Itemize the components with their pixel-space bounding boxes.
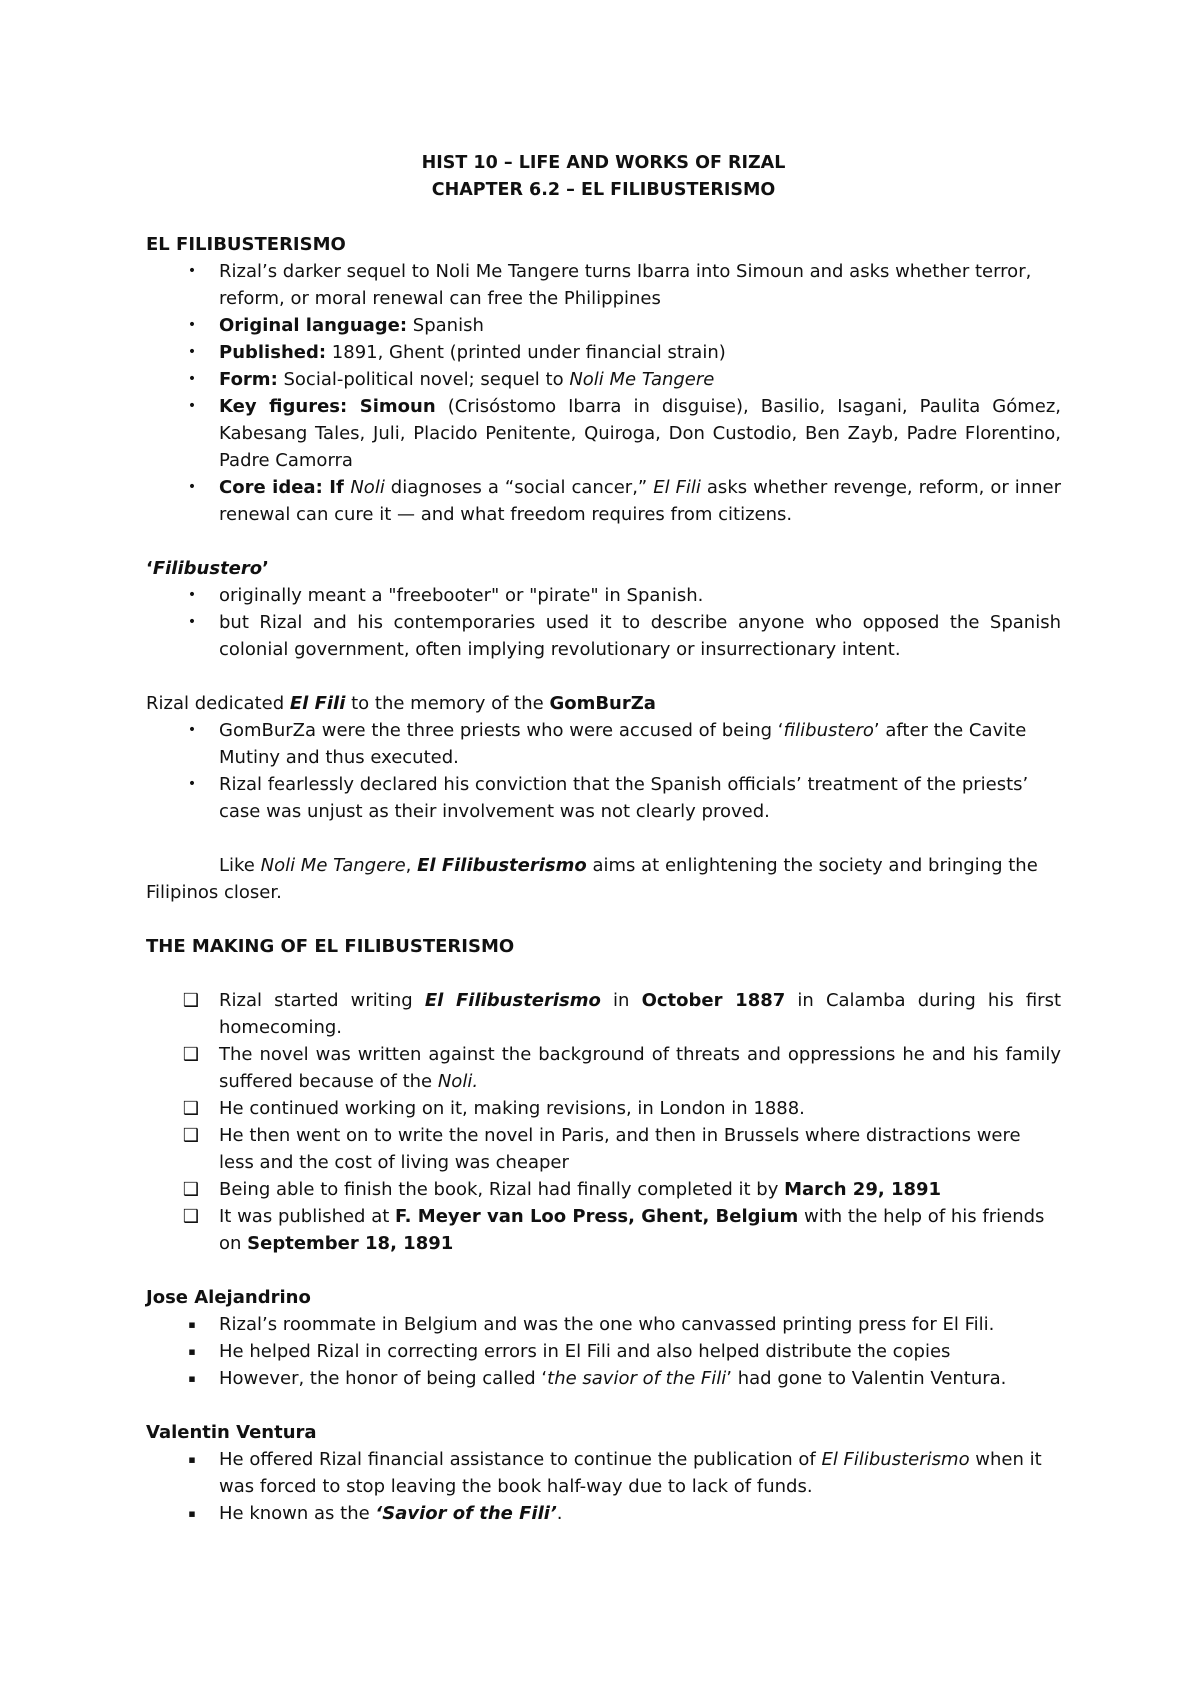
checkbox-icon: ❑: [182, 1206, 200, 1227]
checkbox-icon: ❑: [182, 1044, 200, 1065]
section-heading-el-filibusterismo: EL FILIBUSTERISMO: [146, 234, 346, 255]
checkbox-icon: ❑: [182, 1179, 200, 1200]
list-item: ▪ He known as the ‘Savior of the Fili’.: [146, 1500, 1061, 1527]
bullet-icon: •: [187, 587, 197, 603]
list-item: ▪ He offered Rizal financial assistance to continue the publication of El Filibusterismo when it was forced to stop leaving the book half-way due to lack of funds.: [146, 1446, 1061, 1500]
checkbox-icon: ❑: [182, 990, 200, 1011]
summary-paragraph: Like Noli Me Tangere, El Filibusterismo aims at enlightening the society and bringing the Filipinos closer.: [146, 855, 1038, 903]
square-bullet-icon: ▪: [188, 1318, 196, 1331]
list-item: • Core idea: If Noli diagnoses a “social cancer,” El Fili asks whether revenge, reform, or inner renewal can cure it — and what freedom requires from citizens.: [146, 474, 1061, 528]
list-item: ❑ Being able to finish the book, Rizal had finally completed it by March 29, 1891: [146, 1176, 1061, 1203]
list-item: • Key figures: Simoun (Crisóstomo Ibarra in disguise), Basilio, Isagani, Paulita Gómez, Kabesang Tales, Juli, Placido Penitente, Quiroga, Don Custodio, Ben Zayb, Padre Florentino, Padre Camorra: [146, 393, 1061, 474]
bullet-icon: •: [187, 398, 197, 414]
dedication-lead: Rizal dedicated El Fili to the memory of the GomBurZa: [146, 693, 656, 714]
bullet-icon: •: [187, 263, 197, 279]
list-item: ❑ Rizal started writing El Filibusterismo in October 1887 in Calamba during his first homecoming.: [146, 987, 1061, 1041]
list-item: • Published: 1891, Ghent (printed under financial strain): [146, 339, 1061, 366]
list-item: ▪ However, the honor of being called ‘the savior of the Fili’ had gone to Valentin Ventura.: [146, 1365, 1061, 1392]
list-item: • GomBurZa were the three priests who were accused of being ‘filibustero’ after the Cavite Mutiny and thus executed.: [146, 717, 1061, 771]
list-item: ❑ The novel was written against the background of threats and oppressions he and his family suffered because of the Noli.: [146, 1041, 1061, 1095]
list-item: • Original language: Spanish: [146, 312, 1061, 339]
ventura-list: [146, 1446, 1061, 1527]
list-item: ❑ He continued working on it, making revisions, in London in 1888.: [146, 1095, 1061, 1122]
list-item: • Form: Social-political novel; sequel to Noli Me Tangere: [146, 366, 1061, 393]
bullet-icon: •: [187, 722, 197, 738]
square-bullet-icon: ▪: [188, 1345, 196, 1358]
section-heading-making: THE MAKING OF EL FILIBUSTERISMO: [146, 936, 515, 957]
list-item: • Rizal fearlessly declared his conviction that the Spanish officials’ treatment of the priests’ case was unjust as their involvement was not clearly proved.: [146, 771, 1061, 825]
alejandrino-list: [146, 1311, 1061, 1392]
checkbox-icon: ❑: [182, 1125, 200, 1146]
square-bullet-icon: ▪: [188, 1507, 196, 1520]
list-item: ❑ He then went on to write the novel in Paris, and then in Brussels where distractions were less and the cost of living was cheaper: [146, 1122, 1061, 1176]
section-heading-filibustero: ‘Filibustero’: [146, 558, 269, 579]
course-title: HIST 10 – LIFE AND WORKS OF RIZAL: [421, 153, 786, 173]
checkbox-icon: ❑: [182, 1098, 200, 1119]
gomburza-list: [146, 717, 1061, 825]
section-heading-valentin-ventura: Valentin Ventura: [146, 1422, 317, 1443]
bullet-icon: •: [187, 479, 197, 495]
section-heading-jose-alejandrino: Jose Alejandrino: [146, 1287, 311, 1308]
bullet-icon: •: [187, 371, 197, 387]
list-item: ▪ He helped Rizal in correcting errors in El Fili and also helped distribute the copies: [146, 1338, 1061, 1365]
bullet-icon: •: [187, 317, 197, 333]
list-item: ❑ It was published at F. Meyer van Loo Press, Ghent, Belgium with the help of his friends on September 18, 1891: [146, 1203, 1061, 1257]
document-page: [146, 150, 1061, 1527]
overview-list: [146, 258, 1061, 528]
making-checklist: [146, 987, 1061, 1257]
square-bullet-icon: ▪: [188, 1372, 196, 1385]
list-item: ▪ Rizal’s roommate in Belgium and was the one who canvassed printing press for El Fili.: [146, 1311, 1061, 1338]
chapter-title: CHAPTER 6.2 – EL FILIBUSTERISMO: [431, 180, 776, 200]
square-bullet-icon: ▪: [188, 1453, 196, 1466]
bullet-icon: •: [187, 776, 197, 792]
bullet-icon: •: [187, 614, 197, 630]
list-item: • originally meant a "freebooter" or "pirate" in Spanish.: [146, 582, 1061, 609]
filibustero-list: [146, 582, 1061, 663]
list-item: • Rizal’s darker sequel to Noli Me Tangere turns Ibarra into Simoun and asks whether terror, reform, or moral renewal can free the Philippines: [146, 258, 1061, 312]
bullet-icon: •: [187, 344, 197, 360]
list-item: • but Rizal and his contemporaries used it to describe anyone who opposed the Spanish colonial government, often implying revolutionary or insurrectionary intent.: [146, 609, 1061, 663]
